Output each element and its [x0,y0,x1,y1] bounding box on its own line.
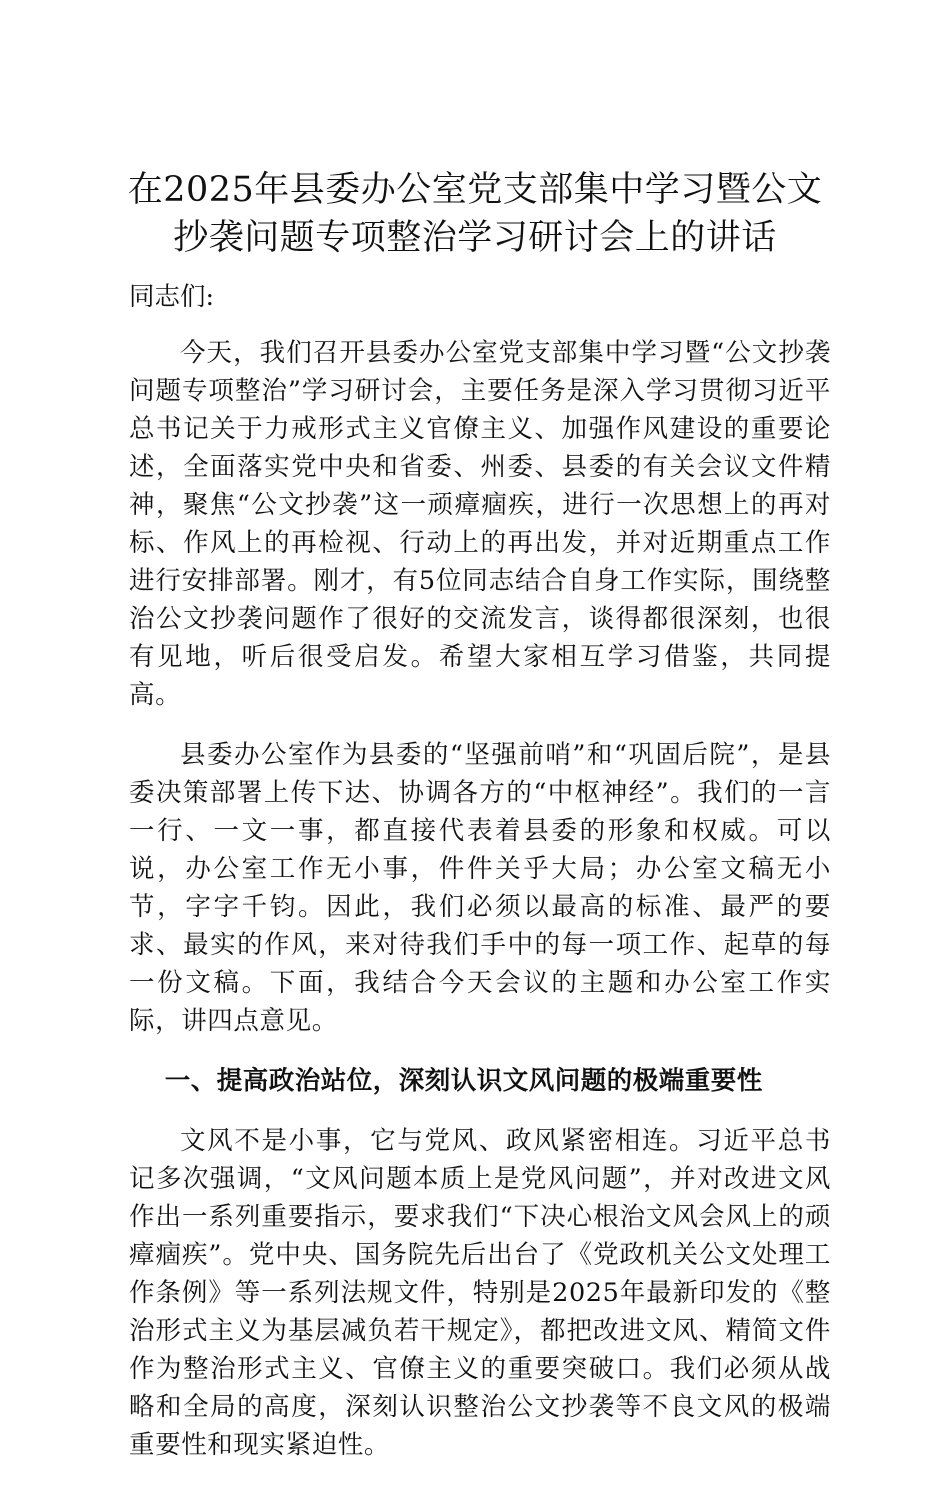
paragraph-office-role: 县委办公室作为县委的“坚强前哨”和“巩固后院”，是县委决策部署上传下达、协调各方的“中枢神经”。我们的一言一行、一文一事，都直接代表着县委的形象和权威。可以说，办公室工作无小事，件件关乎大局；办公室文稿无小节，字字千钧。因此，我们必须以最高的标准、最严的要求、最实的作风，来对待我们手中的每一项工作、起草的每一份文稿。下面，我结合今天会议的主题和办公室工作实际，讲四点意见。 [129,740,831,1036]
document-body [129,278,831,1486]
document-title [100,166,850,262]
salutation: 同志们: [129,282,215,312]
title-line-2: 抄袭问题专项整治学习研讨会上的讲话 [173,218,777,258]
title-line-1: 在2025年县委办公室党支部集中学习暨公文 [127,170,823,210]
section-heading-1: 一、提高政治站位，深刻认识文风问题的极端重要性 [164,1066,763,1096]
paragraph-opening: 今天，我们召开县委办公室党支部集中学习暨“公文抄袭问题专项整治”学习研讨会，主要任务是深入学习贯彻习近平总书记关于力戒形式主义官僚主义、加强作风建设的重要论述，全面落实党中央和省委、州委、县委的有关会议文件精神，聚焦“公文抄袭”这一顽瘴痼疾，进行一次思想上的再对标、作风上的再检视、行动上的再出发，并对近期重点工作进行安排部署。刚才，有5位同志结合自身工作实际，围绕整治公文抄袭问题作了很好的交流发言，谈得都很深刻，也很有见地，听后很受启发。希望大家相互学习借鉴，共同提高。 [129,338,831,710]
paragraph-section-1: 文风不是小事，它与党风、政风紧密相连。习近平总书记多次强调，“文风问题本质上是党风问题”，并对改进文风作出一系列重要指示，要求我们“下决心根治文风会风上的顽瘴痼疾”。党中央、国务院先后出台了《党政机关公文处理工作条例》等一系列法规文件，特别是2025年最新印发的《整治形式主义为基层减负若干规定》，都把改进文风、精简文件作为整治形式主义、官僚主义的重要突破口。我们必须从战略和全局的高度，深刻认识整治公文抄袭等不良文风的极端重要性和现实紧迫性。 [129,1126,831,1460]
